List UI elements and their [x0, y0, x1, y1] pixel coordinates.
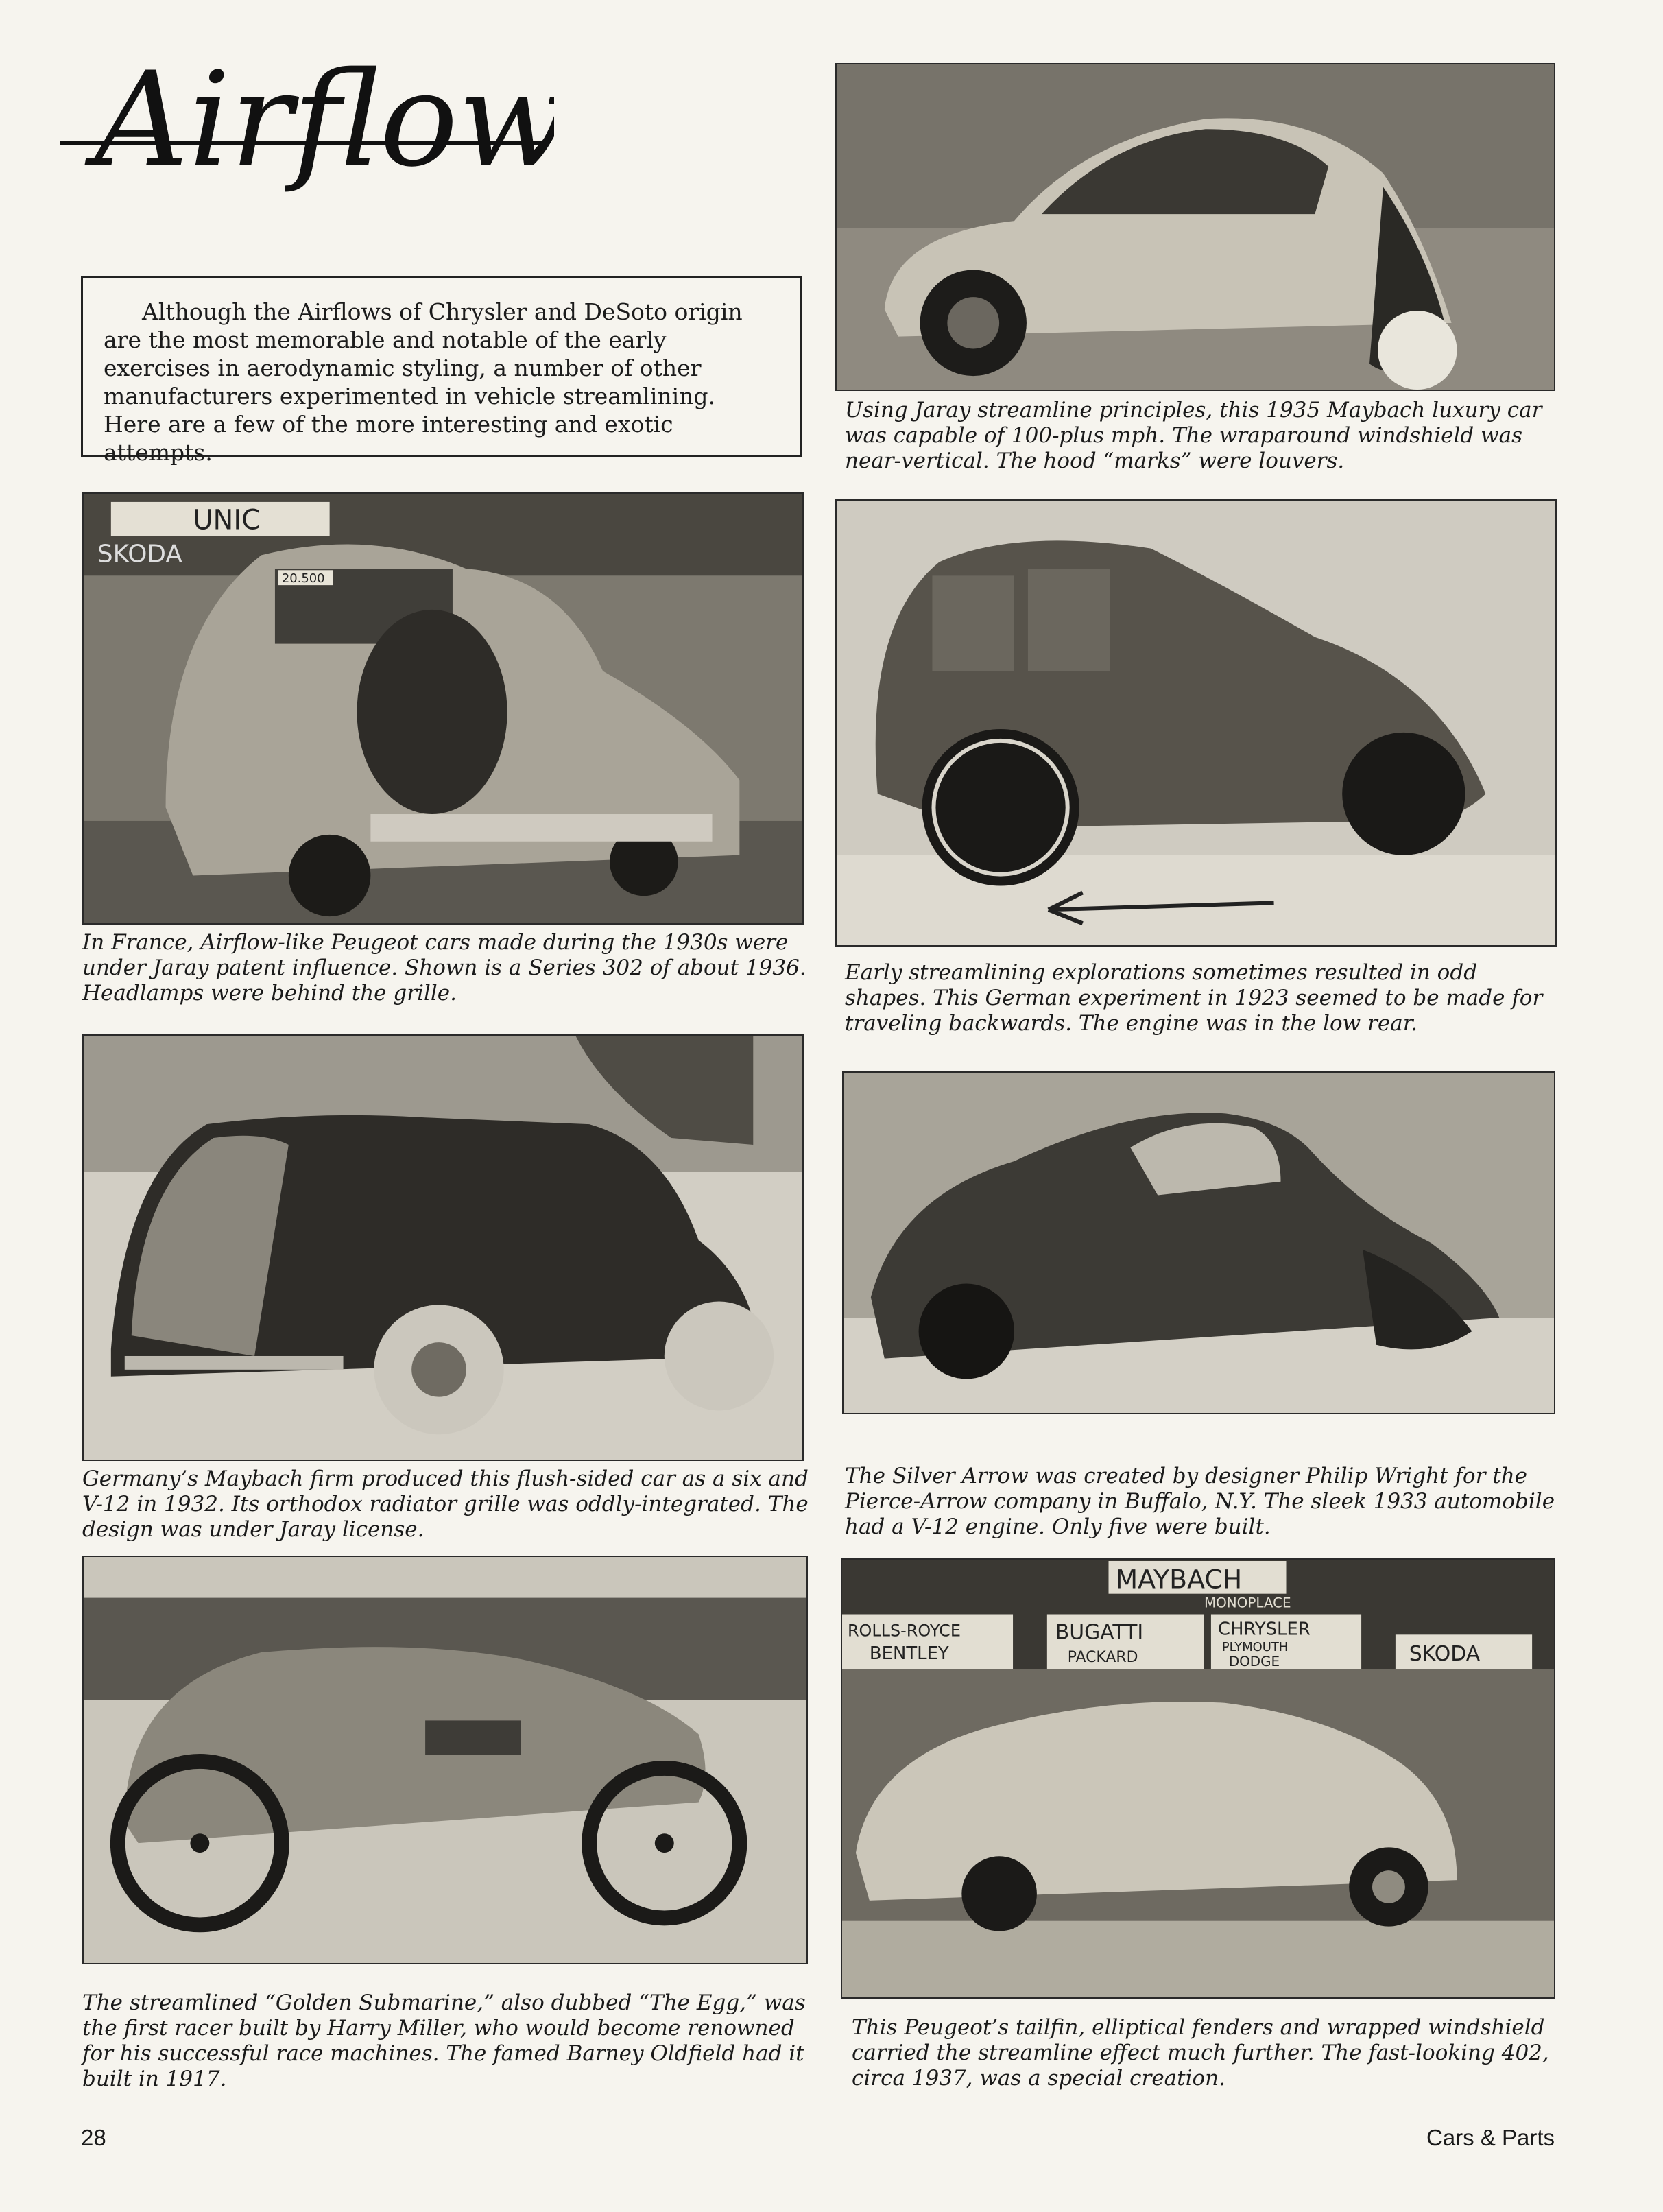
publication-name: Cars & Parts — [1426, 2125, 1555, 2150]
sign-chrysler: CHRYSLER — [1217, 1619, 1311, 1640]
caption-peugeot-302: In France, Airflow-like Peugeot cars made during the 1930s were under Jaray patent influence. Shown is a Series 302 of about 1936. Headlamps were behind the grille. — [82, 930, 806, 1006]
sign-packard: PACKARD — [1067, 1649, 1138, 1667]
photo-maybach-1932-image — [84, 1036, 802, 1460]
page-number: 28 — [81, 2125, 106, 2150]
photo-german-1923 — [835, 499, 1557, 947]
page-title — [60, 62, 554, 274]
caption-silver-arrow: The Silver Arrow was created by designer Philip Wright for the Pierce-Arrow company in Buffalo, N.Y. The sleek 1933 automobile had a V-12 engine. Only five were built. — [845, 1464, 1555, 1539]
sign-maybach: MAYBACH — [1115, 1564, 1243, 1595]
photo-maybach-1935-image — [837, 64, 1554, 390]
caption-golden-submarine: The streamlined “Golden Submarine,” also dubbed “The Egg,” was the first racer built by Harry Miller, who would become renowned for his successful race machines. The famed Barney Oldfield had it built in 1917. — [82, 1990, 806, 2091]
sign-skoda: SKODA — [97, 540, 182, 569]
caption-maybach-1935: Using Jaray streamline principles, this 1935 Maybach luxury car was capable of 100-plus mph. The wraparound windshield was near-vertical. The hood “marks” were louvers. — [845, 398, 1542, 473]
intro-text: Although the Airflows of Chrysler and DeSoto origin are the most memorable and notable of the early exercises in aerodynamic styling, a number of other manufacturers experimented in vehicle streamlining. Here are a few of the more interesting and exotic attempts. — [104, 298, 743, 466]
caption-maybach-1932: Germany’s Maybach firm produced this flush-sided car as a six and V-12 in 1932. Its orthodox radiator grille was oddly-integrated. The design was under Jaray license. — [82, 1466, 809, 1542]
photo-silver-arrow-image — [844, 1073, 1554, 1413]
photo-peugeot-302-image — [84, 494, 802, 923]
title-graphic — [60, 62, 554, 274]
photo-german-1923-image — [837, 501, 1555, 945]
photo-maybach-1932 — [82, 1034, 804, 1461]
sign-unic: UNIC — [193, 504, 261, 536]
page-title-text: Airflow — [95, 62, 554, 195]
photo-peugeot-302 — [82, 492, 804, 925]
caption-peugeot-402: This Peugeot’s tailfin, elliptical fenders and wrapped windshield carried the streamline effect much further. The fast-looking 402, circa 1937, was a special creation. — [852, 2015, 1549, 2091]
sign-rolls-royce: ROLLS-ROYCE — [847, 1621, 961, 1641]
photo-maybach-1935 — [835, 63, 1555, 391]
sign-skoda-2: SKODA — [1409, 1642, 1481, 1667]
caption-german-1923: Early streamlining explorations sometimes resulted in odd shapes. This German experiment in 1923 seemed to be made for traveling backwards. The engine was in the low rear. — [845, 960, 1543, 1036]
sign-monoplace: MONOPLACE — [1204, 1595, 1291, 1611]
photo-golden-submarine — [82, 1556, 808, 1964]
sign-bugatti: BUGATTI — [1055, 1620, 1144, 1645]
sign-plymouth: PLYMOUTH — [1221, 1640, 1289, 1655]
sign-bentley: BENTLEY — [869, 1643, 949, 1665]
sign-dodge: DODGE — [1228, 1654, 1280, 1670]
photo-silver-arrow — [842, 1071, 1555, 1414]
photo-peugeot-402-image — [842, 1560, 1554, 1997]
sign-price: 20.500 — [281, 571, 325, 586]
photo-golden-submarine-image — [84, 1557, 806, 1963]
intro-box — [81, 276, 802, 466]
photo-peugeot-402 — [841, 1558, 1555, 1999]
